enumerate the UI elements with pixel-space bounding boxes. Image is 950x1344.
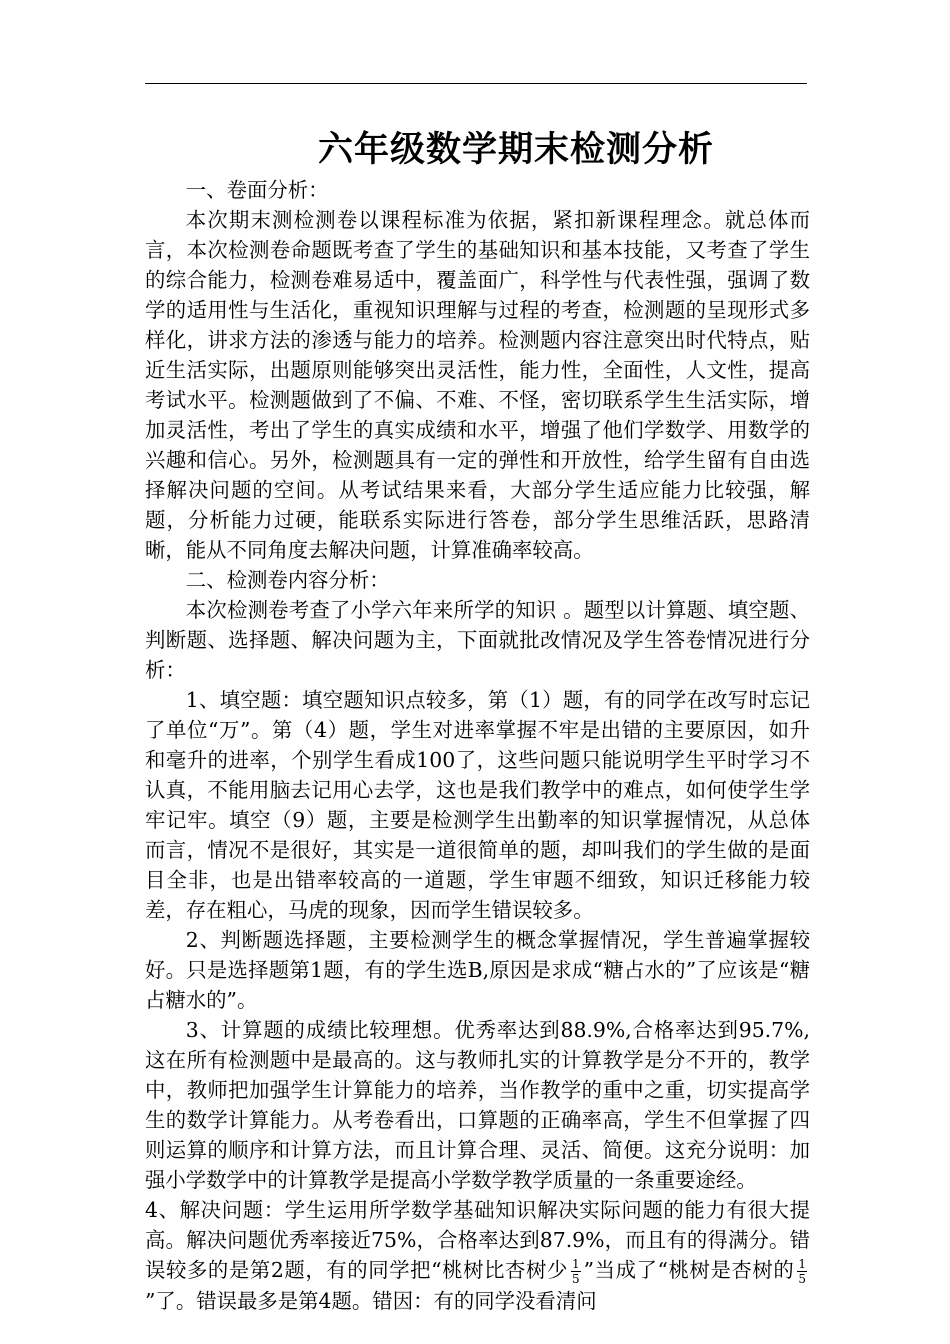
fraction-denominator: 5 (798, 1272, 806, 1286)
paragraph: 本次期末测检测卷以课程标准为依据，紧扣新课程理念。就总体而言，本次检测卷命题既考查了学生的基础知识和基本技能，又考查了学生的综合能力，检测卷难易适中，覆盖面广，科学性与代表性强，强调了数学的适用性与生活化，重视知识理解与过程的考查，检测题的呈现形式多样化，讲求方法的渗透与能力的培养。检测题内容注意突出时代特点，贴近生活实际，出题原则能够突出灵活性，能力性，全面性，人文性，提高考试水平。检测题做到了不偏、不难、不怪，密切联系学生生活实际，增加灵活性，考出了学生的真实成绩和水平，增强了他们学数学、用数学的兴趣和信心。另外，检测题具有一定的弹性和开放性，给学生留有自由选择解决问题的空间。从考试结果来看，大部分学生适应能力比较强，解题，分析能力过硬，能联系实际进行答卷，部分学生思维活跃，思路清晰，能从不同角度去解决问题，计算准确率较高。 (145, 208, 810, 562)
paragraph: 2、判断题选择题，主要检测学生的概念掌握情况，学生普遍掌握较好。只是选择题第1题，有的学生选B,原因是求成“糖占水的”了应该是“糖占糖水的”。 (145, 928, 810, 1012)
paragraph: 3、计算题的成绩比较理想。优秀率达到88.9%,合格率达到95.7%,这在所有检测题中是最高的。这与教师扎实的计算教学是分不开的，教学中，教师把加强学生计算能力的培养，当作教学的重中之重，切实提高学生的数学计算能力。从考卷看出，口算题的正确率高，学生不但掌握了四则运算的顺序和计算方法，而且计算合理、灵活、简便。这充分说明：加强小学数学中的计算教学是提高小学数学教学质量的一条重要途经。 (145, 1018, 810, 1192)
fraction-numerator: 1 (798, 1257, 806, 1271)
section-heading-2: 二、检测卷内容分析： (185, 568, 390, 592)
fraction-denominator: 5 (571, 1272, 580, 1286)
paragraph-text: ”了。错误最多是第4题。错因：有的同学没看清问 (145, 1289, 597, 1313)
fraction (571, 1257, 581, 1286)
paragraph-with-fractions (145, 1195, 810, 1316)
paragraph: 1、填空题：填空题知识点较多，第（1）题，有的同学在改写时忘记了单位“万”。第（4）题，学生对进率掌握不牢是出错的主要原因，如升和毫升的进率，个别学生看成100了，这些问题只能说明学生平时学习不认真，不能用脑去记用心去学，这也是我们教学中的难点，如何使学生学牢记牢。填空（9）题，主要是检测学生出勤率的知识掌握情况，从总体而言，情况不是很好，其实是一道很简单的题，却叫我们的学生做的是面目全非，也是出错率较高的一道题，学生审题不细致，知识迁移能力较差，存在粗心，马虎的现象，因而学生错误较多。 (145, 688, 810, 922)
document-title: 六年级数学期末检测分析 (317, 129, 714, 170)
section-heading-1: 一、卷面分析： (185, 178, 329, 202)
fraction-numerator: 1 (571, 1257, 580, 1271)
paragraph-text: ”当成了“桃树是杏树的 (583, 1258, 795, 1282)
paragraph-text: 4、解决问题：学生运用所学数学基础知识解决实际问题的能力有很大提高。解决问题优秀率接近75%，合格率达到87.9%，而且有的得满分。错误较多的是第2题，有的同学把“桃树比杏树少 (145, 1198, 810, 1282)
document-body (145, 175, 810, 1316)
header-rule (145, 83, 807, 84)
fraction (797, 1257, 807, 1286)
paragraph: 本次检测卷考查了小学六年来所学的知识 。题型以计算题、填空题、判断题、选择题、解决问题为主，下面就批改情况及学生答卷情况进行分析： (145, 598, 810, 682)
